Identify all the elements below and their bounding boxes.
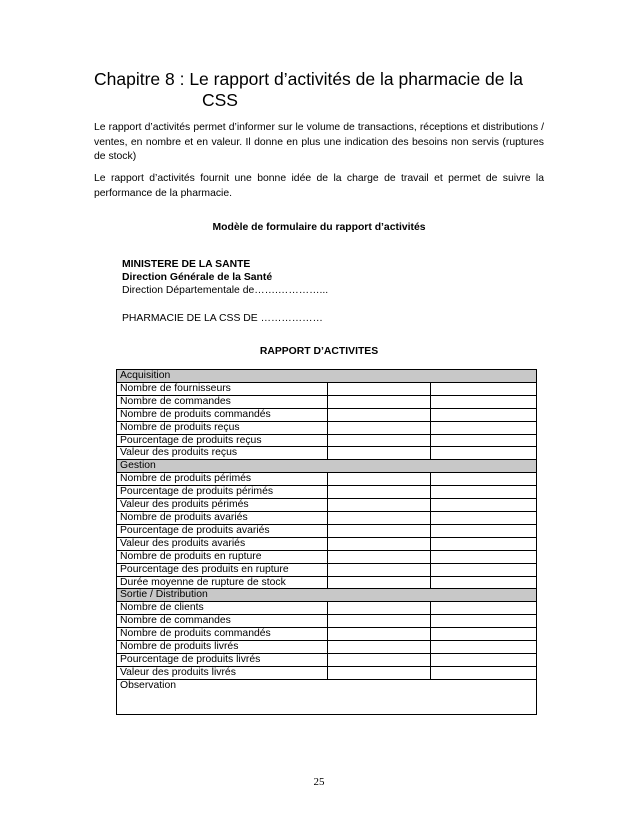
value-cell[interactable] (430, 563, 536, 576)
indicator-label: Pourcentage de produits avariés (117, 524, 328, 537)
value-cell[interactable] (430, 395, 536, 408)
table-row (117, 641, 537, 654)
value-cell[interactable] (430, 511, 536, 524)
indicator-label: Nombre de commandes (117, 395, 328, 408)
indicator-label: Nombre de produits commandés (117, 628, 328, 641)
value-cell[interactable] (328, 602, 430, 615)
value-cell[interactable] (430, 666, 536, 679)
section-header-cell: Gestion (117, 460, 537, 473)
value-cell[interactable] (430, 524, 536, 537)
direction-generale: Direction Générale de la Santé (122, 272, 273, 283)
value-cell[interactable] (328, 486, 430, 499)
value-cell[interactable] (430, 550, 536, 563)
indicator-label: Valeur des produits périmés (117, 499, 328, 512)
table-row (117, 628, 537, 641)
intro-paragraph-2: Le rapport d’activités fournit une bonne idée de la charge de travail et permet de suivre la performance de la pharmacie. (94, 173, 544, 199)
table-row (117, 447, 537, 460)
value-cell[interactable] (430, 576, 536, 589)
value-cell[interactable] (430, 602, 536, 615)
table-row (117, 511, 537, 524)
value-cell[interactable] (328, 550, 430, 563)
table-row (117, 653, 537, 666)
indicator-label: Valeur des produits livrés (117, 666, 328, 679)
direction-departementale: Direction Départementale de…….…………... (122, 285, 329, 296)
table-row (117, 602, 537, 615)
table-row (117, 473, 537, 486)
section-header-row (117, 460, 537, 473)
section-header-row (117, 589, 537, 602)
indicator-label: Nombre de produits commandés (117, 408, 328, 421)
value-cell[interactable] (430, 628, 536, 641)
value-cell[interactable] (328, 524, 430, 537)
table-row (117, 408, 537, 421)
table-row (117, 615, 537, 628)
value-cell[interactable] (328, 615, 430, 628)
table-row (117, 486, 537, 499)
table-row (117, 666, 537, 679)
ministry-name: MINISTERE DE LA SANTE (122, 259, 251, 270)
indicator-label: Durée moyenne de rupture de stock (117, 576, 328, 589)
chapter-title-line2: CSS (202, 90, 238, 110)
value-cell[interactable] (328, 421, 430, 434)
value-cell[interactable] (328, 511, 430, 524)
table-row (117, 550, 537, 563)
value-cell[interactable] (430, 499, 536, 512)
value-cell[interactable] (430, 408, 536, 421)
indicator-label: Pourcentage de produits reçus (117, 434, 328, 447)
value-cell[interactable] (430, 447, 536, 460)
report-title: RAPPORT D’ACTIVITES (259, 346, 379, 357)
value-cell[interactable] (328, 653, 430, 666)
value-cell[interactable] (328, 563, 430, 576)
observation-row (117, 679, 537, 714)
indicator-label: Nombre de commandes (117, 615, 328, 628)
value-cell[interactable] (430, 382, 536, 395)
table-row (117, 395, 537, 408)
value-cell[interactable] (328, 473, 430, 486)
value-cell[interactable] (328, 499, 430, 512)
value-cell[interactable] (328, 537, 430, 550)
value-cell[interactable] (430, 421, 536, 434)
indicator-label: Nombre de produits livrés (117, 641, 328, 654)
table-row (117, 421, 537, 434)
indicator-label: Valeur des produits avariés (117, 537, 328, 550)
indicator-label: Nombre de fournisseurs (117, 382, 328, 395)
value-cell[interactable] (430, 473, 536, 486)
ministry-header (122, 258, 328, 297)
section-header-cell: Acquisition (117, 370, 537, 383)
value-cell[interactable] (328, 628, 430, 641)
intro-paragraph-1: Le rapport d’activités permet d’informer sur le volume de transactions, réceptions et distributions / ventes, en nombre et en valeur. Il donne en plus une indication des besoins non servis (ruptures de stock) (94, 122, 544, 162)
table-row (117, 563, 537, 576)
indicator-label: Valeur des produits reçus (117, 447, 328, 460)
indicator-label: Nombre de produits reçus (117, 421, 328, 434)
activity-report-table (116, 369, 537, 715)
chapter-title (94, 69, 544, 111)
value-cell[interactable] (430, 537, 536, 550)
value-cell[interactable] (430, 486, 536, 499)
table-row (117, 524, 537, 537)
value-cell[interactable] (430, 641, 536, 654)
value-cell[interactable] (328, 382, 430, 395)
table-row (117, 537, 537, 550)
value-cell[interactable] (328, 434, 430, 447)
indicator-label: Nombre de produits périmés (117, 473, 328, 486)
indicator-label: Pourcentage des produits en rupture (117, 563, 328, 576)
value-cell[interactable] (328, 447, 430, 460)
value-cell[interactable] (430, 434, 536, 447)
section-header-cell: Sortie / Distribution (117, 589, 537, 602)
table-row (117, 499, 537, 512)
page-number: 25 (313, 776, 325, 788)
pharmacy-line: PHARMACIE DE LA CSS DE ……………… (122, 313, 323, 324)
section-header-row (117, 370, 537, 383)
chapter-title-line1: Chapitre 8 : Le rapport d’activités de la pharmacie de la (94, 69, 523, 89)
value-cell[interactable] (328, 395, 430, 408)
indicator-label: Pourcentage de produits périmés (117, 486, 328, 499)
value-cell[interactable] (430, 653, 536, 666)
table-row (117, 382, 537, 395)
value-cell[interactable] (328, 408, 430, 421)
indicator-label: Nombre de clients (117, 602, 328, 615)
indicator-label: Pourcentage de produits livrés (117, 653, 328, 666)
indicator-label: Nombre de produits avariés (117, 511, 328, 524)
form-subtitle: Modèle de formulaire du rapport d’activités (212, 222, 426, 233)
value-cell[interactable] (430, 615, 536, 628)
table-row (117, 434, 537, 447)
indicator-label: Nombre de produits en rupture (117, 550, 328, 563)
value-cell[interactable] (328, 666, 430, 679)
table-row (117, 576, 537, 589)
value-cell[interactable] (328, 641, 430, 654)
observation-field[interactable]: Observation (117, 679, 537, 714)
value-cell[interactable] (328, 576, 430, 589)
